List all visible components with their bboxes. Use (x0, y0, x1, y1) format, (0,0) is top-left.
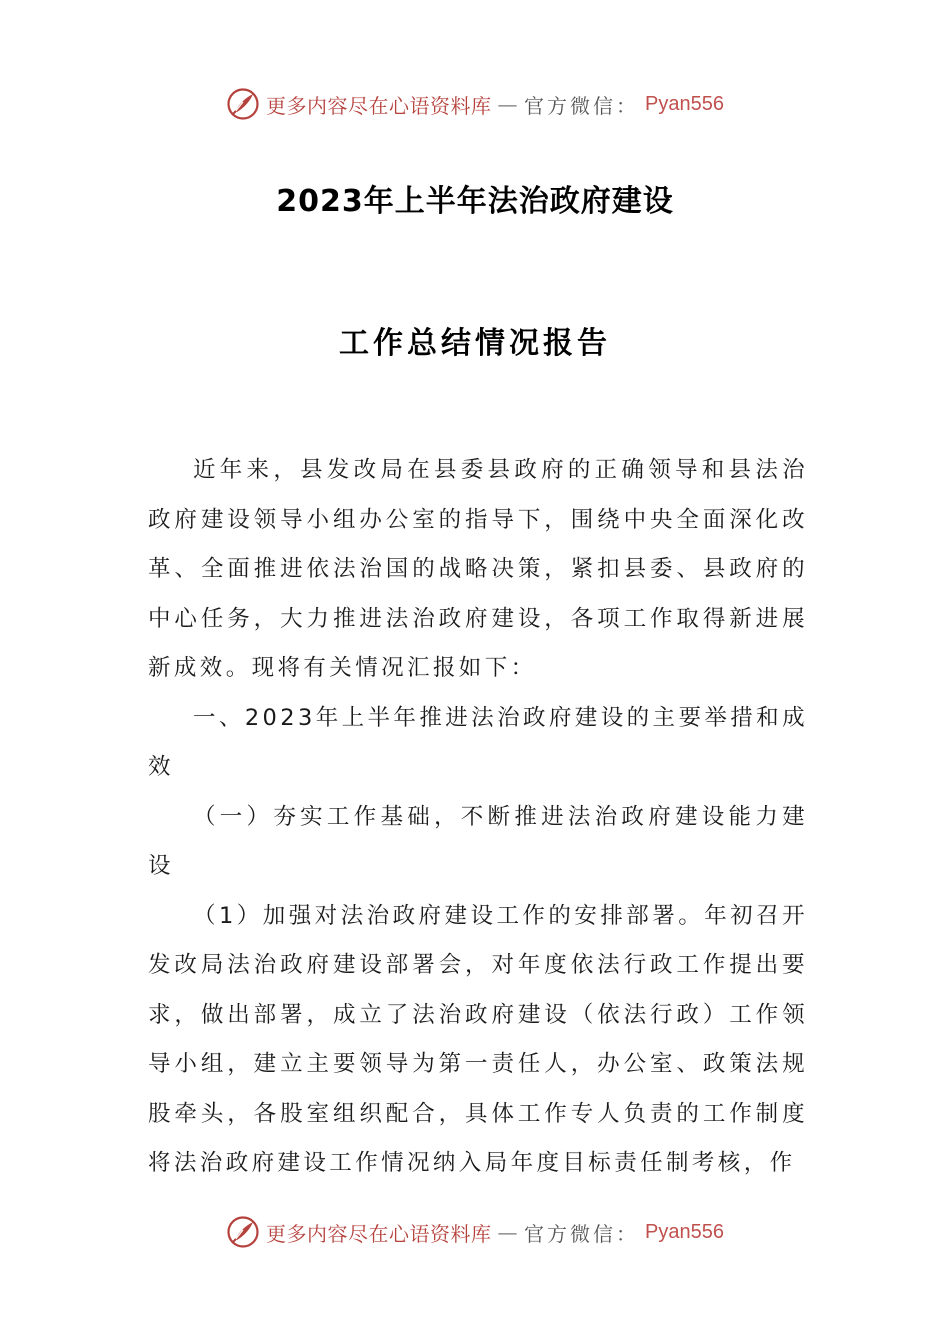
quill-pen-logo-icon (226, 1215, 260, 1249)
watermark-label: 官方微信： (524, 93, 640, 118)
quill-pen-logo-icon (226, 87, 260, 121)
paragraph-subsection-heading: （一）夯实工作基础，不断推进法治政府建设能力建设 (148, 803, 808, 879)
watermark-separator: — (497, 92, 519, 116)
document-body (148, 446, 808, 1189)
watermark-id: Pyan556 (645, 1220, 724, 1243)
document-title-line1: 2023年上半年法治政府建设 (276, 184, 674, 219)
header-watermark (0, 84, 950, 124)
watermark-label: 官方微信： (524, 1221, 640, 1246)
document-title-line2: 工作总结情况报告 (339, 326, 611, 361)
footer-watermark (0, 1212, 950, 1252)
watermark-id: Pyan556 (645, 92, 724, 115)
watermark-brand: 更多内容尽在心语资料库 (266, 1221, 492, 1246)
paragraph-section-heading: 一、2023年上半年推进法治政府建设的主要举措和成效 (148, 704, 808, 780)
paragraph-intro: 近年来，县发改局在县委县政府的正确领导和县法治政府建设领导小组办公室的指导下，围绕中央全面深化改革、全面推进依法治国的战略决策，紧扣县委、县政府的中心任务，大力推进法治政府建设，各项工作取得新进展新成效。现将有关情况汇报如下： (148, 457, 808, 681)
watermark-separator: — (497, 1220, 519, 1244)
watermark-brand: 更多内容尽在心语资料库 (266, 93, 492, 118)
paragraph-item-1: （1）加强对法治政府建设工作的安排部署。年初召开发改局法治政府建设部署会，对年度依法行政工作提出要求，做出部署，成立了法治政府建设（依法行政）工作领导小组，建立主要领导为第一责任人，办公室、政策法规股牵头，各股室组织配合，具体工作专人负责的工作制度将法治政府建设工作情况纳入局年度目标责任制考核，作 (148, 902, 808, 1176)
